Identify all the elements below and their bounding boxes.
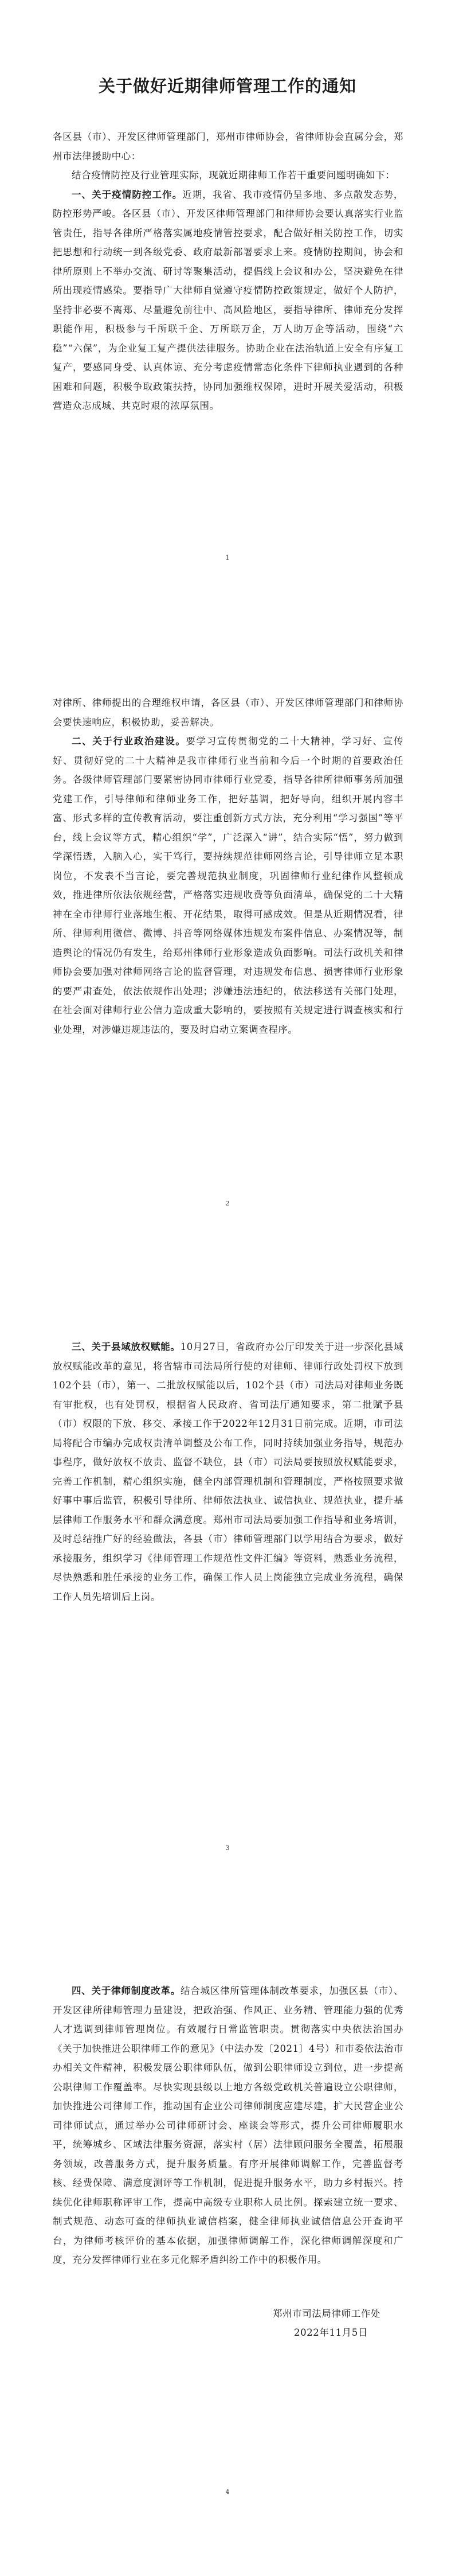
section-1-paragraph (53, 185, 403, 416)
section-2-heading: 二、关于行业政治建设。 (72, 736, 186, 747)
page-4-content (53, 1981, 403, 2343)
section-3-body: 10月27日，省政府办公厅印发关于进一步深化县域放权赋能改革的意见，将省辖市司法局所行使的对律师、律师行政处罚权下放到102个县（市），第一、二批放权赋能以后，102个县（市）司法局对律师业务既有审批权，也有处罚权，根据省人民政府、省司法厅通知要求，第二批赋予县（市）权限的下放、移交、承接工作于2022年12月31日前完成。近期，市司法局将配合市编办完成权责清单调整及公布工作，同时持续加强业务指导，规范办事程序，做好放权不放责、监督不缺位，县（市）司法局要按照放权赋能要求，完善工作机制，精心组织实施，健全内部管理机制和管理制度，严格按照要求做好事中事后监管，积极引导律所、律师依法执业、诚信执业、规范执业，提升基层律师工作服务水平和群众满意度。郑州市司法局要加强工作指导和业务培训，及时总结推广好的经验做法，各县（市）律师管理部门以学用结合为要求，做好承接服务，组织学习《律师管理工作规范性文件汇编》等资料，熟悉业务流程，尽快熟悉和胜任承接的业务工作，确保工作人员上岗能独立完成业务流程，确保工作人员先培训后上岗。 (53, 1341, 403, 1602)
page-2-content (53, 693, 403, 1039)
section-1-body-cont: 协助企业在法治轨道上安全有序复工复产，要感同身受、认真体谅、充分考虑疫情常态化条件下律师执业遇到的各种困难和问题，积极争取政策扶持，协同加强维权保障，进时开展关爱活动，积极营造众志成城、共克时艰的浓厚氛围。 (53, 342, 403, 411)
signature-org: 郑州市司法局律师工作处 (272, 2308, 381, 2319)
section-4-heading: 四、关于律师制度改革。 (72, 1985, 181, 1996)
addressee: 各区县（市）、开发区律师管理部门，郑州市律师协会，省律师协会直属分会，郑州市法律援助中心： (53, 131, 403, 162)
section-4-paragraph (53, 1981, 403, 2270)
signature-date: 2022年11月5日 (294, 2327, 368, 2338)
page-3-content (53, 1337, 403, 1606)
page-4 (0, 1932, 455, 2576)
page-number-2: 2 (225, 1200, 230, 1207)
section-4-body: 结合城区律所管理体制改革要求，加强区县（市）、开发区律所律师管理力量建设，把政治强、作风正、业务精、管理能力强的优秀人才选调到律师管理岗位。有效履行日常监管职责。贯彻落实中央依法治国办《关于加快推进公职律师工作的意见》（中法办发〔2021〕4号）和市委依法治市办相关文件精神，积极发展公职律师队伍，做到公职律师设立到位，进一步提高公职律师工作覆盖率。尽快实现县级以上地方各级党政机关普遍设立公职律师，加快推进公司律师工作，推动国有企业公司律师制度应建尽建，扩大民营企业公司律师试点，通过举办公司律师研讨会、座谈会等形式，提升公司律师履职水平，统筹城乡、区域法律服务资源，落实村（居）法律顾问服务全覆盖，拓展服务领域，改善服务方式，提升服务质量。有序开展律师调解工作，完善监督考核、经费保障、满意度测评等工作机制，促进提升服务水平，助力乡村振兴。持续优化律师职称评审工作，提高中高级专业职称人员比例。探索建立统一要求、制式规范、动态可查的律师执业诚信档案，健全律师执业诚信信息公开查询平台，为律师考核评价的基本依据，加强律师调解工作，深化律师调解深度和广度，充分发挥律师行业在多元化解矛盾纠纷工作中的积极作用。 (53, 1985, 403, 2265)
page-3 (0, 1288, 455, 1932)
page-1 (0, 0, 455, 644)
document-title: 关于做好近期律师管理工作的通知 (98, 76, 356, 96)
section-3-heading: 三、关于县域放权赋能。 (72, 1341, 181, 1352)
section-3-paragraph (53, 1337, 403, 1606)
page-1-content (53, 127, 403, 416)
section-1-heading: 一、关于疫情防控工作。 (72, 189, 183, 200)
section-2-body: 要学习宣传贯彻党的二十大精神，学习好、宣传好、贯彻好党的二十大精神是我市律师行业当前和今后一个时期的首要政治任务。各级律师管理部门要紧密协同市律师行业党委，指导各律所律师事务所加强党建工作，引导律师和律师业务工作，把好基调，把好导向，组织开展内容丰富、形式多样的宣传教育活动，要注重创新方式方法，充分利用“学习强国”等平台，线上会议等方式，精心组织“学”，广泛深入“讲”，结合实际“悟”，努力做到学深悟透，入脑入心，实干笃行，要持续规范律师网络言论，引导律师立足本职岗位，不发表不当言论，要完善规范执业制度，巩固律师行业纪律作风整顿成效，推进律所依法依规经营，严格落实违规收费等负面清单，确保党的二十大精神在全市律师行业落地生根、开花结果，取得可感成效。但是从近期情况看，律所、律师利用微信、微博、抖音等网络媒体违规发布案件信息、办案情况等，制造舆论的情况仍有发生，给郑州律师行业形象造成负面影响。司法行政机关和律师协会要加强对律师网络言论的监督管理，对违规发布信息、损害律师行业形象的要严肃查处，依法依规作出处理；涉嫌违法违纪的，依法移送有关部门处理，在社会面对律师行业公信力造成重大影响的，要按照有关规定进行调查核实和行业处理，对涉嫌违规违法的，要及时启动立案调查程序。 (53, 736, 403, 1035)
section-1-body: 近期，我省、我市疫情仍呈多地、多点散发态势，防控形势严峻。各区县（市）、开发区律师管理部门和律师协会要认真落实行业监管责任，指导各律所严格落实属地疫情管控要求，配合做好相关防控工作，切实把思想和行动统一到各级党委、政府最新部署要求上来。疫情防控期间，协会和律所原则上不举办交流、研讨等聚集活动，提倡线上会议和办公，坚决避免在律所出现疫情感染。要指导广大律师自觉遵守疫情防控政策规定，做好个人防护，坚持非必要不离郑、尽量避免前往中、高风险地区，要指导律所、律师充分发挥职能作用，积极参与千所联千企、万所联万企，万人助万企等活动，围绕“六稳”“六保”，为企业复工复产提供法律服务。 (53, 189, 403, 354)
page-2 (0, 644, 455, 1288)
page-number-1: 1 (225, 554, 230, 561)
intro-paragraph: 结合疫情防控及行业管理实际，现就近期律师工作若干重要问题明确如下： (72, 170, 395, 181)
page-number-3: 3 (225, 1844, 230, 1852)
section-1-closing: 对律所、律师提出的合理维权申请，各区县（市）、开发区律师管理部门和律师协会要快速响应，积极协助，妥善解决。 (53, 697, 403, 728)
section-2-paragraph (53, 732, 403, 1039)
page-number-4: 4 (225, 2488, 230, 2496)
